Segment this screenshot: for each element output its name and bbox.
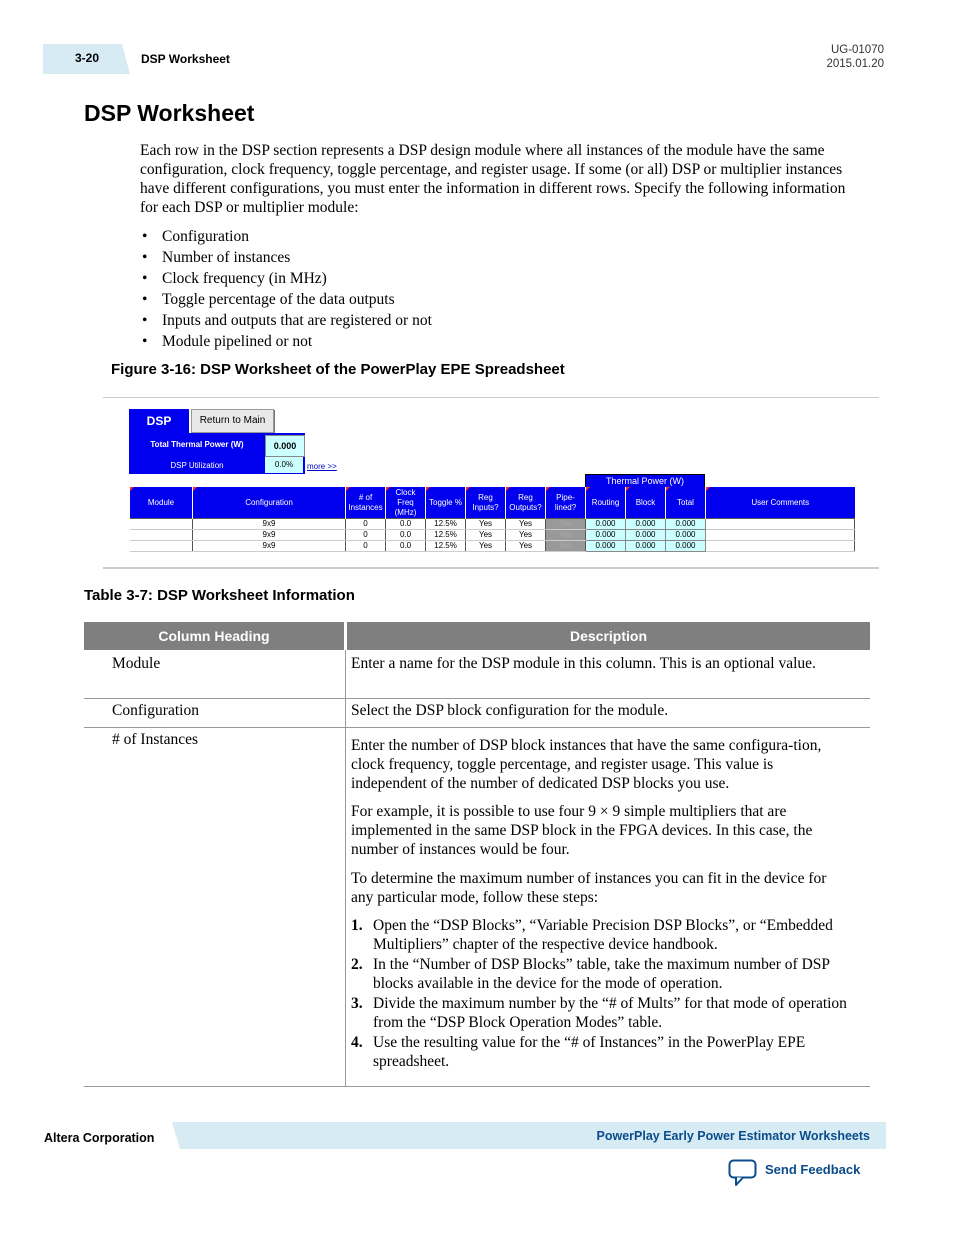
figure-rule-bottom xyxy=(103,567,879,569)
col-header: Configuration xyxy=(193,487,346,519)
row-module-desc: Enter a name for the DSP module in this column. This is an optional value. xyxy=(351,655,816,672)
col-header: Module xyxy=(130,487,193,519)
grid-cell[interactable] xyxy=(706,519,855,530)
grid-cell[interactable]: 9x9 xyxy=(193,530,346,541)
page-number: 3-20 xyxy=(75,51,100,65)
grid-cell[interactable]: 0 xyxy=(346,530,386,541)
grid-cell[interactable]: 0.000 xyxy=(626,530,666,541)
table-bottom-rule xyxy=(84,1086,870,1087)
grid-cell[interactable]: Yes xyxy=(466,519,506,530)
row-module-heading: Module xyxy=(112,655,161,672)
more-link[interactable]: more >> xyxy=(307,462,337,471)
col-header: Reg Inputs? xyxy=(466,487,506,519)
step-item: 2. In the “Number of DSP Blocks” table, take the maximum number of DSP blocks available in the device for the mode of operation. xyxy=(351,956,830,992)
bullet-item: • Configuration xyxy=(140,226,432,247)
grid-cell[interactable]: 0.000 xyxy=(666,530,706,541)
steps-list xyxy=(351,916,851,1072)
step-item: 1. Open the “DSP Blocks”, “Variable Precision DSP Blocks”, or “Embedded Multipliers” chapter of the respective device handbook. xyxy=(351,917,833,953)
footer-chapter-link[interactable]: PowerPlay Early Power Estimator Worksheets xyxy=(596,1129,870,1143)
grid-cell[interactable]: 9x9 xyxy=(193,519,346,530)
bullet-item: • Clock frequency (in MHz) xyxy=(140,268,432,289)
running-header-section: DSP Worksheet xyxy=(141,52,230,66)
grid-cell[interactable]: Yes xyxy=(546,541,586,552)
grid-row xyxy=(130,530,855,541)
col-header: Reg Outputs? xyxy=(506,487,546,519)
grid-cell[interactable] xyxy=(130,530,193,541)
col-header: Routing xyxy=(586,487,626,519)
bullet-item: • Toggle percentage of the data outputs xyxy=(140,289,432,310)
grid-cell[interactable]: 0.000 xyxy=(586,530,626,541)
send-feedback-link[interactable]: Send Feedback xyxy=(765,1162,861,1177)
row-instances-para1: Enter the number of DSP block instances that have the same configura-tion, clock frequency, toggle percentage, and register usage. This value is independent of the number of dedicated DSP blocks you use. xyxy=(351,737,822,792)
grid-cell[interactable]: 0 xyxy=(346,541,386,552)
grid-cell[interactable] xyxy=(130,541,193,552)
row-config-heading: Configuration xyxy=(112,702,199,719)
figure-rule-top xyxy=(103,397,879,398)
table-header-description: Description xyxy=(347,622,870,650)
bullet-item: • Number of instances xyxy=(140,247,432,268)
row-instances-para3: To determine the maximum number of instances you can fit in the device for any particular mode, follow these steps: xyxy=(351,870,827,906)
col-header: Clock Freq (MHz) xyxy=(386,487,426,519)
grid-cell[interactable]: Yes xyxy=(506,541,546,552)
row-instances-heading: # of Instances xyxy=(112,731,199,748)
grid-cell[interactable]: 9x9 xyxy=(193,541,346,552)
grid-cell[interactable]: 12.5% xyxy=(426,519,466,530)
grid-cell[interactable]: 0.000 xyxy=(666,541,706,552)
grid-header-row xyxy=(130,487,855,519)
doc-date: 2015.01.20 xyxy=(826,58,884,70)
grid-cell[interactable]: 0.0 xyxy=(386,541,426,552)
doc-id: UG-01070 xyxy=(830,44,884,56)
dsp-utilization-label: DSP Utilization xyxy=(170,461,224,470)
grid-cell[interactable]: 12.5% xyxy=(426,541,466,552)
grid-cell[interactable]: 0.0 xyxy=(386,519,426,530)
row-config-desc: Select the DSP block configuration for the module. xyxy=(351,702,669,719)
col-header: Toggle % xyxy=(426,487,466,519)
grid-cell[interactable]: Yes xyxy=(466,530,506,541)
grid-cell[interactable]: 0.000 xyxy=(586,519,626,530)
grid-cell[interactable] xyxy=(706,530,855,541)
grid-cell[interactable]: 12.5% xyxy=(426,530,466,541)
col-header: Block xyxy=(626,487,666,519)
col-header: User Comments xyxy=(706,487,855,519)
intro-paragraph: Each row in the DSP section represents a DSP design module where all instances of the module have the same configuration, clock frequency, toggle percentage, and register usage. If some (or all) DSP or multiplier instances have different configurations, you must enter the information in different rows. Specify the following information for each DSP or multiplier module: xyxy=(140,142,846,216)
bullet-list xyxy=(140,226,432,352)
grid-cell[interactable]: Yes xyxy=(466,541,506,552)
dsp-utilization-value: 0.0% xyxy=(265,457,303,473)
grid-row xyxy=(130,519,855,530)
grid-cell[interactable] xyxy=(130,519,193,530)
total-power-label: Total Thermal Power (W) xyxy=(150,440,244,449)
col-header: Total xyxy=(666,487,706,519)
page-title: DSP Worksheet xyxy=(84,100,255,126)
table-header-column-heading: Column Heading xyxy=(84,622,344,650)
step-item: 4. Use the resulting value for the “# of Instances” in the PowerPlay EPE spreadsheet. xyxy=(351,1034,806,1070)
dsp-sheet-label: DSP xyxy=(129,409,189,433)
bullet-item: • Module pipelined or not xyxy=(140,331,432,352)
col-header: Pipe-lined? xyxy=(546,487,586,519)
grid-cell[interactable]: Yes xyxy=(546,530,586,541)
thermal-power-group-header: Thermal Power (W) xyxy=(585,474,705,489)
row-instances-para2: For example, it is possible to use four 9 × 9 simple multipliers that are implemented in the same DSP block in the FPGA devices. In this case, the number of instances would be four. xyxy=(351,803,813,858)
grid-cell[interactable]: 0.000 xyxy=(626,519,666,530)
table-column-divider xyxy=(345,650,346,1086)
grid-cell[interactable]: Yes xyxy=(506,530,546,541)
feedback-speech-bubble-icon[interactable] xyxy=(728,1159,758,1187)
table-row-divider xyxy=(84,698,870,699)
table-caption: Table 3-7: DSP Worksheet Information xyxy=(84,587,355,604)
bullet-item: • Inputs and outputs that are registered or not xyxy=(140,310,432,331)
dsp-spreadsheet-grid xyxy=(129,487,855,552)
grid-cell[interactable]: 0.000 xyxy=(666,519,706,530)
table-row-divider xyxy=(84,727,870,728)
grid-cell[interactable]: Yes xyxy=(506,519,546,530)
grid-cell[interactable]: 0.000 xyxy=(586,541,626,552)
grid-cell[interactable] xyxy=(706,541,855,552)
grid-cell[interactable]: 0.000 xyxy=(626,541,666,552)
grid-cell[interactable]: 0.0 xyxy=(386,530,426,541)
grid-cell[interactable]: Yes xyxy=(546,519,586,530)
grid-row xyxy=(130,541,855,552)
col-header: # of Instances xyxy=(346,487,386,519)
figure-caption: Figure 3-16: DSP Worksheet of the PowerPlay EPE Spreadsheet xyxy=(111,361,565,378)
grid-cell[interactable]: 0 xyxy=(346,519,386,530)
total-power-value: 0.000 xyxy=(265,435,305,457)
footer-company: Altera Corporation xyxy=(44,1131,155,1145)
step-item: 3. Divide the maximum number by the “# of Mults” for that mode of operation from the “DSP Block Operation Modes” table. xyxy=(351,995,847,1031)
return-to-main-button[interactable]: Return to Main xyxy=(191,409,274,433)
doc-info xyxy=(826,43,884,71)
